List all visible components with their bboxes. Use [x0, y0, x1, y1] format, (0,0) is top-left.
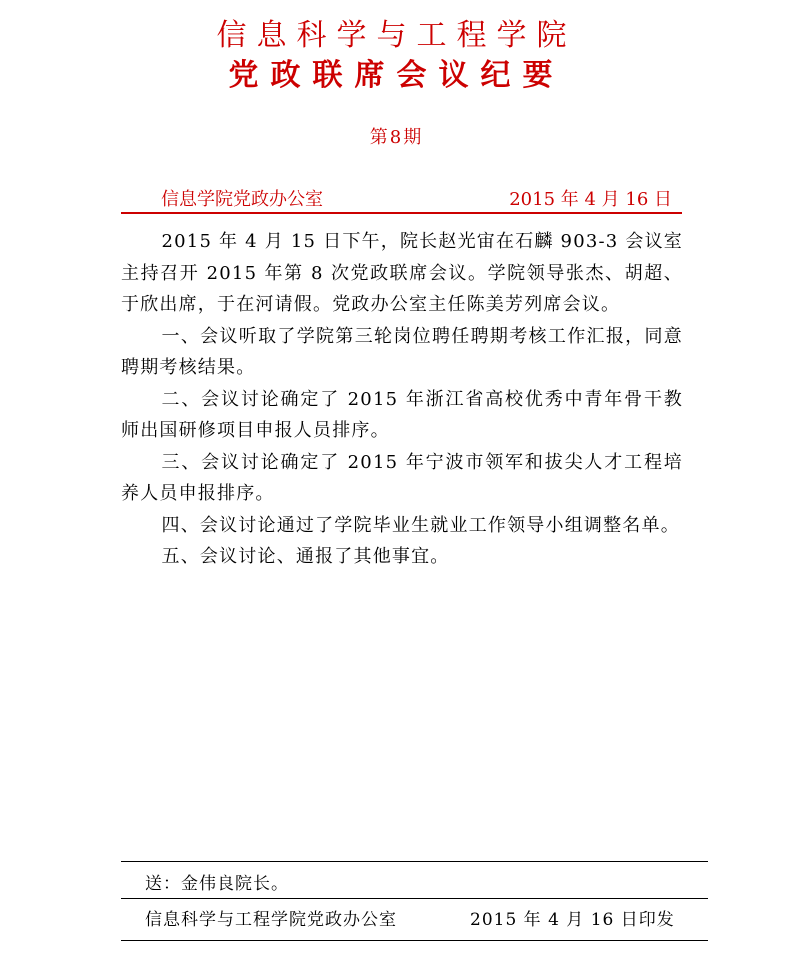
organization-name: 信息科学与工程学院 [216, 18, 577, 53]
body-paragraph-item-3: 三、会议讨论确定了 2015 年宁波市领军和拔尖人才工程培养人员申报排序。 [121, 451, 683, 504]
footer-middle-line [121, 898, 708, 899]
footer-issue-date: 2015 年 4 月 16 日印发 [470, 910, 675, 930]
body-paragraph-intro: 2015 年 4 月 15 日下午，院长赵光宙在石麟 903-3 会议室主持召开 2015 年第 8 次党政联席会议。学院领导张杰、胡超、于欣出席，于在河请假。党政办公室主任陈美芳列席会议。 [121, 231, 683, 315]
issuer-row [121, 188, 680, 212]
body-paragraph-item-4: 四、会议讨论通过了学院毕业生就业工作领导小组调整名单。 [161, 514, 680, 536]
body-paragraph-item-1: 一、会议听取了学院第三轮岗位聘任聘期考核工作汇报，同意聘期考核结果。 [121, 325, 683, 378]
body-paragraph-item-5: 五、会议讨论、通报了其他事宜。 [161, 546, 450, 567]
issuer-date: 2015 年 4 月 16 日 [509, 189, 672, 210]
red-separator-line [121, 212, 682, 214]
minutes-body [121, 226, 683, 573]
footer-issuer: 信息科学与工程学院党政办公室 [145, 910, 397, 930]
footer-bottom-line [121, 940, 708, 941]
issuer-name: 信息学院党政办公室 [161, 189, 323, 210]
footer-top-line [121, 861, 708, 862]
issue-number: 第8期 [369, 127, 424, 148]
document-title: 党政联席会议纪要 [228, 58, 565, 93]
body-paragraph-item-2: 二、会议讨论确定了 2015 年浙江省高校优秀中青年骨干教师出国研修项目申报人员排序。 [121, 388, 683, 441]
footer-cc-recipients: 送：金伟良院长。 [145, 874, 289, 894]
